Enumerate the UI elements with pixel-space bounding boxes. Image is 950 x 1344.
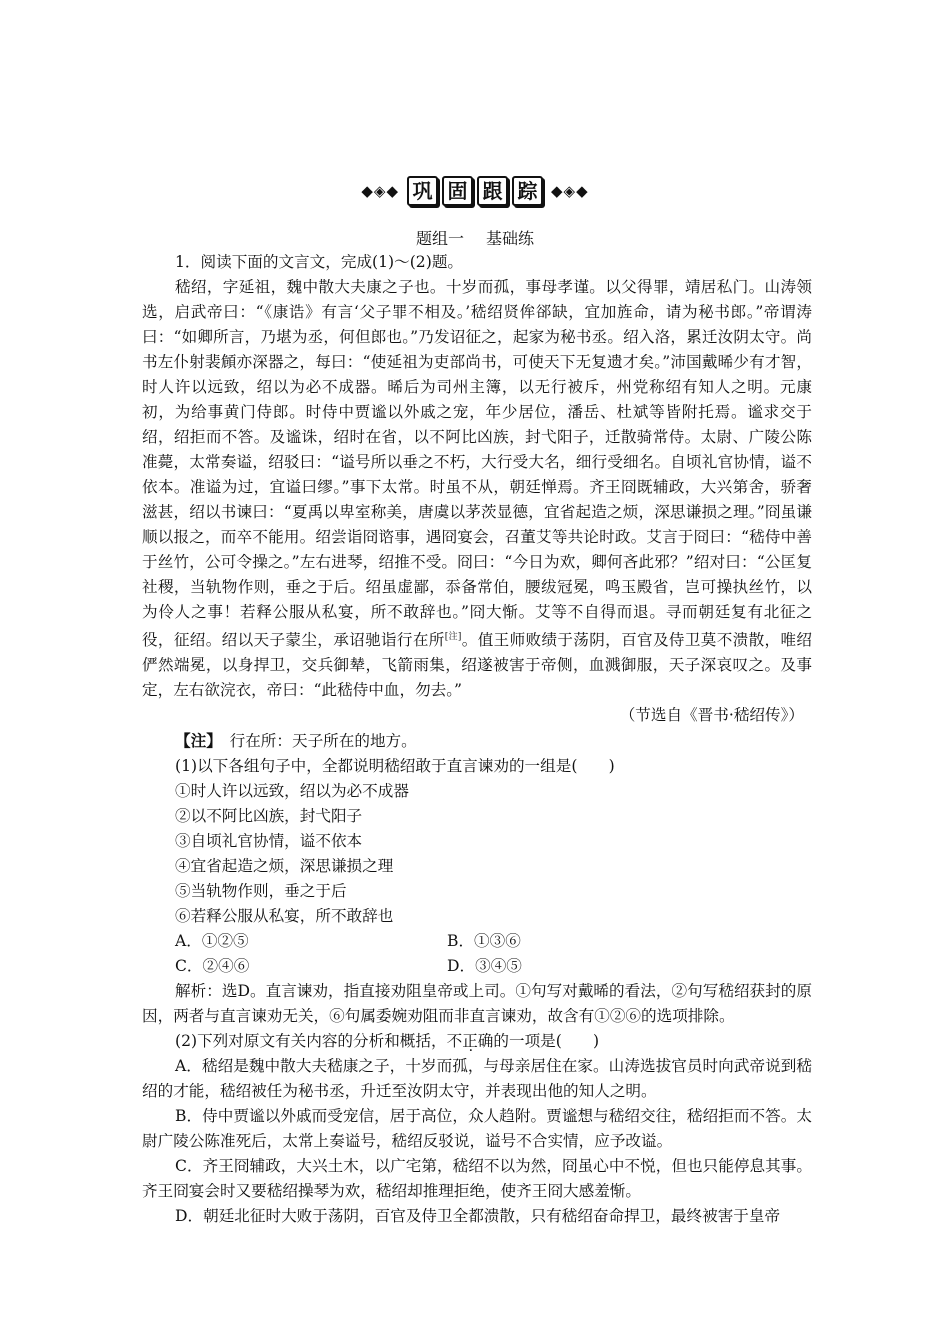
left-diamond-icon: ◆◈◆ [361, 182, 399, 200]
banner-char: 巩 [407, 176, 438, 206]
passage [142, 275, 812, 703]
sentence-item: ⑤当轨物作则，垂之于后 [175, 882, 347, 901]
sentence-item: ④宜省起造之烦，深思谦损之理 [175, 857, 394, 876]
annotation [142, 728, 812, 754]
right-diamond-icon: ◆◈◆ [551, 182, 589, 200]
sub-question-2 [142, 1029, 812, 1054]
sentence-item: ⑥若释公服从私宴，所不敢辞也 [175, 907, 394, 926]
choice-row [142, 929, 812, 954]
section-banner [0, 176, 950, 206]
sub2-text-after: 正确的一项是( ) [462, 1032, 600, 1051]
choice-a: A．①②⑤ [175, 932, 249, 951]
annotation-text: 行在所：天子所在的地方。 [229, 732, 417, 751]
choice-b: B．①③⑥ [447, 932, 521, 951]
sub-question-1: (1)以下各组句子中，全都说明嵇绍敢于直言谏劝的一组是( ) [175, 757, 615, 776]
note-marker: [注] [444, 632, 462, 642]
question-intro: 1．阅读下面的文言文，完成(1)～(2)题。 [175, 253, 464, 271]
choice-row [142, 954, 812, 979]
choice-c: C．②④⑥ [175, 957, 250, 976]
passage-text: 嵇绍，字延祖，魏中散大夫康之子也。十岁而孤，事母孝谨。以父得罪，靖居私门。山涛领选，启武帝曰：“《康诰》有言‘父子罪不相及。’嵇绍贤侔郤缺，宜加旌命，请为秘书郎。”帝谓涛曰：“如卿所言，乃堪为丞，何但郎也。”乃发诏征之，起家为秘书丞。绍入洛，累迁汝阴太守。尚书左仆射裴頠亦深器之，每曰：“使延祖为吏部尚书，可使天下无复遗才矣。”沛国戴晞少有才智，时人许以远致，绍以为必不成器。晞后为司州主簿，以无行被斥，州党称绍有知人之明。元康初，为给事黄门侍郎。时侍中贾谧以外戚之宠，年少居位，潘岳、杜斌等皆附托焉。谧求交于绍，绍拒而不答。及谧诛，绍时在省，以不阿比凶族，封弋阳子，迁散骑常侍。太尉、广陵公陈准薨，太常奏谥，绍驳曰：“谥号所以垂之不朽，大行受大名，细行受细名。自顷礼官协情，谥不依本。准谥为过，宜谥曰缪。”事下太常。时虽不从，朝廷惮焉。齐王冏既辅政，大兴第舍，骄奢滋甚，绍以书谏曰：“夏禹以卑室称美，唐虞以茅茨显德，宜省起造之烦，深思谦损之理。”冏虽谦顺以报之，而卒不能用。绍尝诣冏谘事，遇冏宴会，召董艾等共论时政。艾言于冏曰：“嵇侍中善于丝竹，公可令操之。”左右进琴，绍推不受。冏曰：“今日为欢，卿何吝此邪？”绍对曰：“公匡复社稷，当轨物作则，垂之于后。绍虽虚鄙，忝备常伯，腰绂冠冕，鸣玉殿省，岂可操执丝竹，以为伶人之事！若释公服从私宴，所不敢辞也。”冏大惭。艾等不自得而退。寻而朝廷复有北征之役，征绍。绍以天子蒙尘，承诏驰诣行在所 [142, 278, 812, 650]
sub2-text-before: (2)下列对原文有关内容的分析和概括， [175, 1032, 447, 1051]
banner-char: 踪 [512, 176, 543, 206]
option-a: A．嵇绍是魏中散大夫嵇康之子，十岁而孤，与母亲居住在家。山涛选拔官员时向武帝说到嵇绍的才能，嵇绍被任为秘书丞，升迁至汝阴太守，并表现出他的知人之明。 [142, 1057, 812, 1101]
sentence-item: ②以不阿比凶族，封弋阳子 [175, 807, 363, 826]
analysis: 解析：选D。直言谏劝，指直接劝阻皇帝或上司。①句写对戴晞的看法，②句写嵇绍获封的原因，两者与直言谏劝无关，⑥句属委婉劝阻而非直言谏劝，故含有①②⑥的选项排除。 [142, 982, 812, 1026]
sentence-item: ①时人许以远致，绍以为必不成器 [175, 782, 409, 801]
group-heading [0, 226, 950, 249]
option-d: D．朝廷北征时大败于荡阴，百官及侍卫全都溃散，只有嵇绍奋命捍卫，最终被害于皇帝 [175, 1207, 781, 1226]
choice-d: D．③④⑤ [447, 957, 522, 976]
group-label: 题组一 [415, 229, 464, 248]
banner-title [405, 176, 545, 206]
banner-char: 跟 [477, 176, 508, 206]
option-c: C．齐王冏辅政，大兴土木，以广宅第，嵇绍不以为然，冏虽心中不悦，但也只能停息其事。齐王冏宴会时又要嵇绍操琴为欢，嵇绍却推理拒绝，使齐王冏大感羞惭。 [142, 1157, 812, 1201]
passage-tail: 。值王师败绩于荡阴，百官及侍卫莫不溃散，唯绍俨然端冕，以身捍卫，交兵御辇，飞箭雨集，绍遂被害于帝侧，血溅御服，天子深哀叹之。及事定，左右欲浣衣，帝曰：“此嵇侍中血，勿去。” [142, 631, 812, 700]
banner-char: 固 [442, 176, 473, 206]
option-b: B．侍中贾谧以外戚而受宠信，居于高位，众人趋附。贾谧想与嵇绍交往，嵇绍拒而不答。太尉广陵公陈准死后，太常上奏谥号，嵇绍反驳说，谥号不合实情，应予改谥。 [142, 1107, 812, 1151]
group-type: 基础练 [486, 229, 535, 248]
emphasis-not: 不 [446, 1032, 463, 1051]
passage-source: （节选自《晋书·嵇绍传》） [619, 706, 804, 725]
question-body [142, 250, 812, 1229]
sentence-item: ③自顷礼官协情，谥不依本 [175, 832, 363, 851]
annotation-label: 【注】 [175, 731, 214, 751]
